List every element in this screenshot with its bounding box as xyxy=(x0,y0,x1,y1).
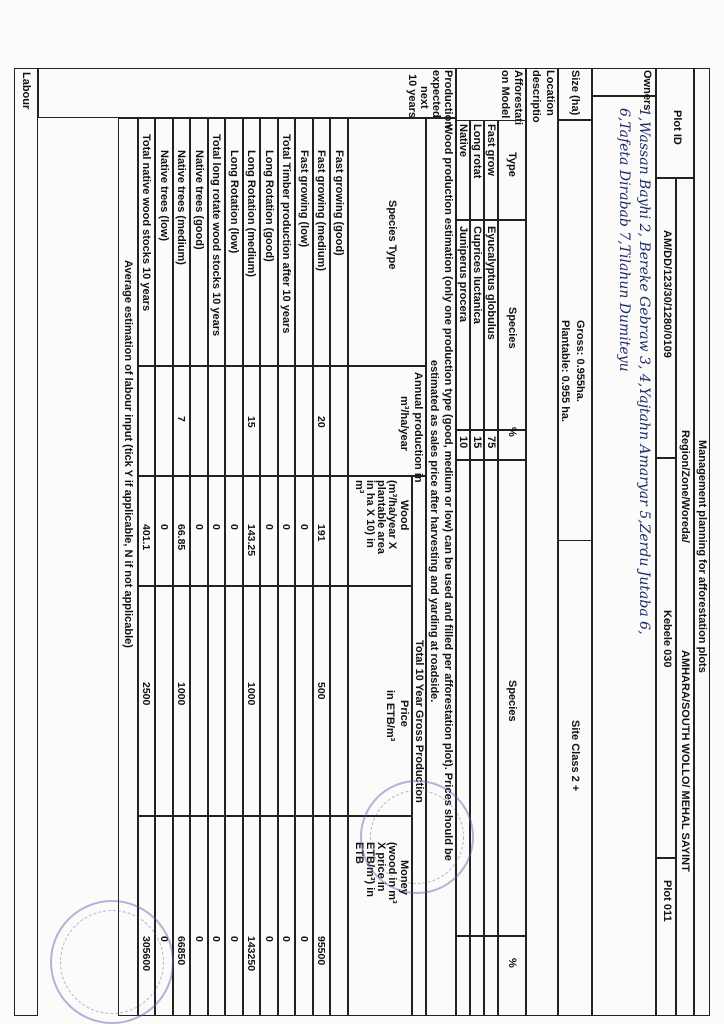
kebele-value: Kebele 030 xyxy=(661,610,673,668)
production-wood: 0 xyxy=(193,524,205,530)
afforestation-type: Long rotat xyxy=(471,124,483,179)
location-label: Location xyxy=(544,70,556,116)
production-label-cell xyxy=(38,68,456,118)
production-label: 10 years xyxy=(406,74,418,119)
plot-id-label: Plot ID xyxy=(671,110,683,145)
afforestation-header-text: % xyxy=(506,958,518,968)
wood-desc: plantable area xyxy=(375,480,387,554)
total-production-header-text: Total 10 Year Gross Production xyxy=(413,640,425,803)
production-row-cell xyxy=(261,816,279,1016)
production-row-cell xyxy=(156,476,174,586)
production-intro-1: Wood production estimation (only one production type (good, medium or low) can be used and filled per afforestation plot). Prices should be xyxy=(442,124,454,861)
production-row-cell xyxy=(313,586,331,816)
production-species: Total native wood stocks 10 years xyxy=(140,134,153,312)
production-row-cell xyxy=(191,476,209,586)
wood-desc: m³ xyxy=(353,480,365,494)
production-species: Total Timber production after 10 years xyxy=(280,134,293,334)
production-wood: 191 xyxy=(315,524,328,542)
production-row-cell xyxy=(296,586,314,816)
plot-number: Plot 011 xyxy=(661,880,673,922)
production-row-cell xyxy=(191,366,209,476)
production-wood: 0 xyxy=(210,524,223,530)
production-row-cell xyxy=(191,816,209,1016)
afforestation-percent: 15 xyxy=(471,436,483,449)
money-header-text: Money xyxy=(398,860,410,895)
page-title: Management planning for afforestation plots xyxy=(696,440,708,673)
production-row-cell xyxy=(261,586,279,816)
production-species: Long Rotation (low) xyxy=(228,150,240,254)
production-money: 0 xyxy=(298,936,310,942)
afforestation-label-2: on Model xyxy=(499,70,511,119)
money-desc: ETB/m³) in xyxy=(364,842,376,897)
production-label: next xyxy=(418,86,430,109)
production-species: Long Rotation (medium) xyxy=(245,150,258,278)
money-desc: ETB xyxy=(353,842,365,864)
site-class: Site Class 2 + xyxy=(569,720,581,792)
size-label: Size (ha) xyxy=(569,70,581,116)
afforestation-percent: 75 xyxy=(485,436,497,449)
production-money: 95500 xyxy=(315,936,328,966)
production-row-cell xyxy=(261,366,279,476)
money-desc: X price in xyxy=(375,842,387,892)
production-price: 2500 xyxy=(140,682,153,706)
production-annual: 7 xyxy=(175,416,188,422)
production-intro-2: estimated as sales price after harvesting and yarding at roadside. xyxy=(428,360,440,703)
production-wood: 0 xyxy=(228,524,240,530)
production-row-cell xyxy=(208,366,226,476)
wood-header-text: Wood xyxy=(398,500,410,531)
location-label-2: descriptio xyxy=(530,70,542,123)
afforestation-row-cell xyxy=(456,936,470,1016)
production-wood: 0 xyxy=(263,524,275,530)
office-seal-1 xyxy=(360,780,474,894)
afforestation-header-text: Type xyxy=(506,152,518,177)
wood-desc: in ha X 10) in xyxy=(364,480,376,548)
production-row-cell xyxy=(278,586,296,816)
production-money: 0 xyxy=(228,936,240,942)
production-money: 143250 xyxy=(245,936,258,972)
production-row-cell xyxy=(173,816,191,1016)
afforestation-species: Eyucalyptus globulus xyxy=(485,226,497,340)
production-row-cell xyxy=(208,586,226,816)
money-desc: (wood in m³ xyxy=(386,842,398,904)
production-species: Native trees (medium) xyxy=(175,150,188,265)
production-money: 0 xyxy=(280,936,293,942)
afforestation-row-cell xyxy=(484,460,498,936)
production-row-cell xyxy=(331,586,349,816)
owners-label: Owners xyxy=(641,70,653,111)
production-row-cell xyxy=(278,476,296,586)
production-money: 0 xyxy=(193,936,205,942)
production-wood: 0 xyxy=(280,524,293,530)
production-annual: 15 xyxy=(245,416,258,428)
office-seal-2 xyxy=(50,900,174,1024)
production-wood: 143.25 xyxy=(245,524,258,557)
production-row-cell xyxy=(296,366,314,476)
production-wood: 0 xyxy=(298,524,310,530)
production-row-cell xyxy=(226,366,244,476)
afforestation-row-cell xyxy=(470,936,484,1016)
species-type-header-text: Species Type xyxy=(386,200,398,270)
production-label: Production xyxy=(442,70,454,129)
production-price: 500 xyxy=(315,682,328,700)
production-row-cell xyxy=(261,476,279,586)
production-row-cell xyxy=(331,816,349,1016)
afforestation-row-cell xyxy=(470,460,484,936)
production-money: 0 xyxy=(210,936,223,942)
annual-unit-text: m³/ha/year xyxy=(398,396,410,452)
production-species: Total long rotate wood stocks 10 years xyxy=(210,134,223,337)
production-row-cell xyxy=(208,816,226,1016)
production-money: 0 xyxy=(158,936,170,942)
production-label: expected xyxy=(430,70,442,118)
plantable-area: Plantable: 0.955 ha. xyxy=(559,320,571,423)
afforestation-header-col_percent2 xyxy=(498,936,526,1016)
region-row xyxy=(676,178,694,1016)
labour-row xyxy=(14,68,38,1016)
afforestation-species: Cuprices luctanica xyxy=(471,226,483,324)
production-row-cell xyxy=(296,816,314,1016)
production-species: Native trees (good) xyxy=(193,150,205,250)
production-row-cell xyxy=(226,586,244,816)
afforestation-type: Native xyxy=(457,124,469,158)
labour-average-text: Average estimation of labour input (tick Y if applicable, N if not applicable) xyxy=(122,260,134,648)
production-row-cell xyxy=(226,476,244,586)
region-value: AMHARA/SOUTH WOLLO/ MEHAL SAYINT xyxy=(679,650,691,872)
production-row-cell xyxy=(156,366,174,476)
region-label: Region/Zone/Woreda/ xyxy=(679,430,691,543)
production-row-cell xyxy=(243,816,261,1016)
price-header-text: Price xyxy=(398,700,410,727)
production-species: Fast growing (medium) xyxy=(315,150,328,271)
price-unit-text: in ETB/m³ xyxy=(384,690,396,742)
production-species: Fast growing (good) xyxy=(333,150,345,256)
production-row-cell xyxy=(191,586,209,816)
afforestation-header-text: Species xyxy=(506,680,518,722)
afforestation-label: Afforestati xyxy=(512,70,524,126)
afforestation-header-text: Species xyxy=(506,307,518,349)
production-row-cell xyxy=(278,366,296,476)
production-row-cell xyxy=(208,476,226,586)
production-money: 0 xyxy=(263,936,275,942)
afforestation-type: Fast grow xyxy=(485,124,497,176)
production-annual: 20 xyxy=(315,416,328,428)
production-row-cell xyxy=(331,476,349,586)
afforestation-percent: 10 xyxy=(457,436,469,449)
production-money: 305600 xyxy=(140,936,153,972)
production-price: 1000 xyxy=(245,682,258,706)
annual-header-text: Annual production in xyxy=(412,372,424,483)
production-species: Native trees (low) xyxy=(158,150,170,242)
location-row xyxy=(526,68,558,1016)
production-row-cell xyxy=(331,366,349,476)
production-species: Long Rotation (good) xyxy=(263,150,275,262)
afforestation-header-text: % xyxy=(506,427,518,437)
labour-label: Labour xyxy=(20,72,32,110)
gross-area: Gross: 0.955ha. xyxy=(574,320,586,402)
owners-line-1: 1,Wassan Bayhi 2, Bereke Gebraw 3, 4,Yajtahn Amaryar 5,Zerdu Jutaba 6, xyxy=(636,108,652,635)
production-species: Fast growing (low) xyxy=(298,150,310,248)
production-wood: 0 xyxy=(158,524,170,530)
plot-code: AM/DD/123/30/1280/0109 xyxy=(661,230,673,358)
production-money: 66850 xyxy=(175,936,188,966)
production-row-cell xyxy=(138,366,156,476)
afforestation-species: Juniperus procera xyxy=(457,226,469,322)
production-wood: 66.85 xyxy=(175,524,188,551)
production-row-cell xyxy=(156,586,174,816)
owners-line-2: 6,Tafeta Dirabab 7,Tilahun Dumiteyu xyxy=(616,108,632,372)
production-row-cell xyxy=(226,816,244,1016)
wood-desc: (m³/ha/year X xyxy=(386,480,398,550)
production-price: 1000 xyxy=(175,682,188,706)
production-row-cell xyxy=(296,476,314,586)
afforestation-row-cell xyxy=(484,936,498,1016)
production-row-cell xyxy=(278,816,296,1016)
production-wood: 401.1 xyxy=(140,524,153,551)
production-row-cell xyxy=(313,816,331,1016)
